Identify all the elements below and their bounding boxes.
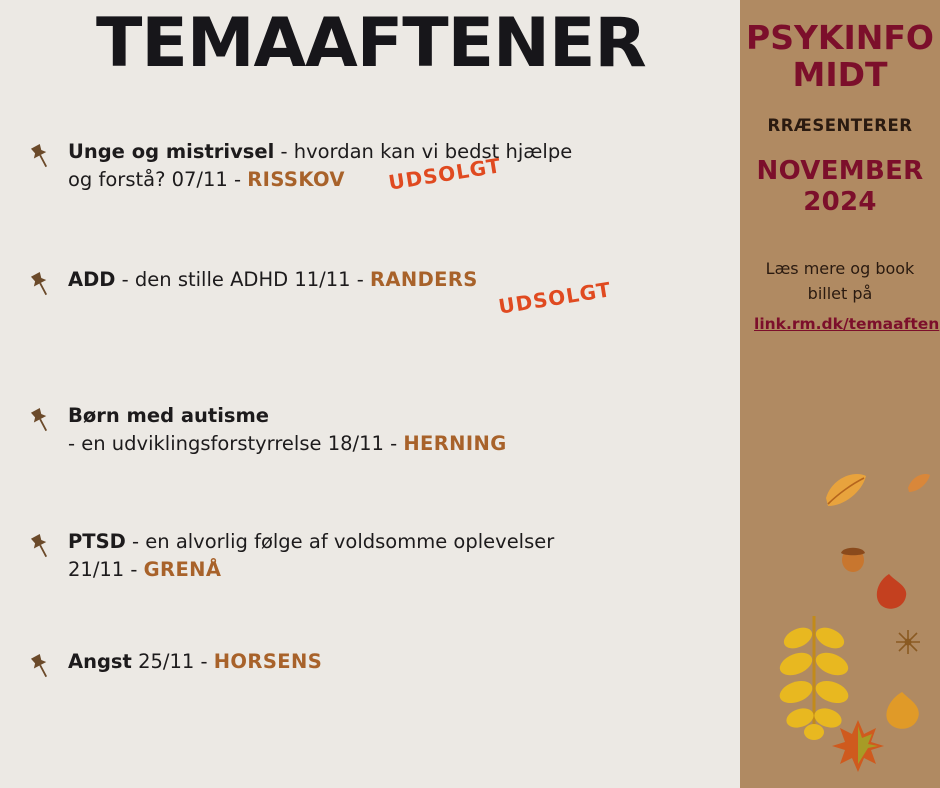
presents-label: RRÆSENTERER bbox=[767, 115, 913, 135]
pushpin-icon bbox=[26, 142, 56, 172]
event-place: HORSENS bbox=[213, 650, 323, 673]
page-title: TEMAAFTENER bbox=[96, 4, 646, 83]
pushpin-icon bbox=[26, 652, 56, 682]
event-line-2 bbox=[68, 430, 740, 458]
event-place: RANDERS bbox=[369, 268, 478, 291]
booking-info bbox=[740, 257, 940, 336]
event-line-1 bbox=[68, 528, 740, 556]
list-item bbox=[0, 528, 740, 586]
pushpin-icon bbox=[26, 270, 56, 300]
event-place: RISSKOV bbox=[247, 167, 345, 191]
event-desc: - den stille ADHD 11/11 - bbox=[115, 268, 370, 291]
event-desc-cont: 21/11 - bbox=[68, 557, 144, 581]
event-desc: - en alvorlig følge af voldsomme oplevelser bbox=[125, 530, 555, 553]
event-title: Angst bbox=[68, 650, 132, 673]
status-badge: UDSOLGT bbox=[386, 153, 503, 195]
brand-line-2: MIDT bbox=[792, 54, 888, 94]
list-item bbox=[0, 138, 740, 196]
event-line-1 bbox=[68, 266, 740, 294]
pushpin-icon bbox=[26, 406, 56, 436]
sidebar bbox=[740, 0, 940, 788]
event-list bbox=[0, 138, 740, 764]
event-line-1 bbox=[68, 648, 740, 676]
list-item bbox=[0, 648, 740, 706]
list-item bbox=[0, 266, 740, 324]
event-title: PTSD bbox=[68, 530, 126, 553]
brand-line-1: PSYKINFO bbox=[746, 18, 934, 57]
acorn-icon bbox=[836, 540, 870, 574]
event-title: Børn med autisme bbox=[68, 404, 270, 427]
event-desc-cont: - en udviklingsforstyrrelse 18/11 - bbox=[68, 431, 404, 455]
booking-text: Læs mere og book billet på bbox=[765, 259, 915, 304]
event-place: GRENÅ bbox=[143, 557, 222, 581]
booking-link[interactable]: link.rm.dk/temaaften bbox=[754, 315, 940, 333]
status-badge: UDSOLGT bbox=[496, 277, 613, 319]
list-item bbox=[0, 402, 740, 460]
event-line-1 bbox=[68, 138, 740, 166]
year-label: 2024 bbox=[803, 187, 877, 218]
event-place: HERNING bbox=[403, 431, 507, 455]
month-label: NOVEMBER bbox=[756, 155, 924, 186]
event-desc-cont: og forstå? 07/11 - bbox=[68, 167, 248, 191]
brand-name bbox=[740, 20, 940, 94]
pushpin-icon bbox=[26, 532, 56, 562]
leaf-icon bbox=[880, 690, 924, 734]
event-desc: 25/11 - bbox=[131, 650, 214, 673]
event-title: ADD bbox=[68, 268, 116, 291]
leaf-icon bbox=[906, 470, 932, 496]
event-title: Unge og mistrivsel bbox=[68, 140, 275, 163]
leaf-icon bbox=[822, 468, 870, 512]
event-desc: - hvordan kan vi bedst hjælpe bbox=[274, 140, 573, 163]
maple-leaf-icon bbox=[828, 716, 888, 776]
compound-leaf-icon bbox=[768, 612, 860, 740]
seed-icon bbox=[894, 628, 922, 656]
event-line-2 bbox=[68, 556, 740, 584]
event-line-1 bbox=[68, 402, 740, 430]
leaf-icon bbox=[868, 572, 910, 614]
